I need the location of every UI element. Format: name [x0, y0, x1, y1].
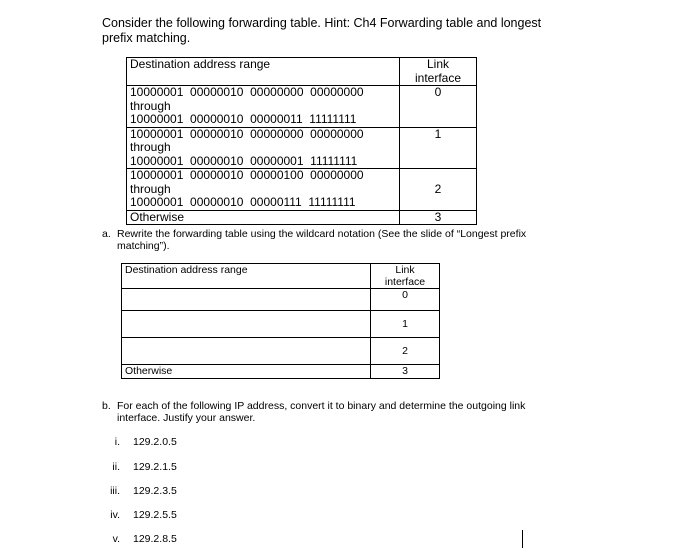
ip-number: iii.	[110, 485, 120, 497]
blank-range-cell[interactable]	[122, 289, 371, 311]
ip-number: v.	[112, 533, 120, 545]
iface-cell: 2	[400, 169, 477, 211]
range-start: 10000001 00000010 00000100 00000000	[130, 168, 364, 182]
ip-list-item	[98, 533, 177, 545]
otherwise-label: Otherwise	[122, 365, 371, 379]
iface-cell: 0	[400, 86, 477, 128]
question-a	[102, 228, 532, 252]
range-end: 10000001 00000010 00000111 11111111	[130, 195, 356, 209]
range-start: 10000001 00000010 00000000 00000000	[130, 126, 364, 141]
ip-list-item	[98, 509, 177, 521]
blank-range-cell[interactable]	[122, 311, 371, 338]
ip-number: i.	[114, 436, 120, 448]
question-b	[102, 400, 532, 424]
header-destination: Destination address range	[127, 58, 400, 86]
ip-number: ii.	[112, 461, 120, 473]
range-through: through	[130, 140, 171, 154]
forwarding-table	[126, 57, 477, 225]
header-link-interface: Link interface	[371, 264, 440, 289]
iface-cell: 2	[371, 338, 440, 365]
ip-address: 129.2.3.5	[133, 485, 177, 497]
ip-list-item	[98, 461, 177, 473]
otherwise-iface: 3	[371, 365, 440, 379]
intro-text: Consider the following forwarding table. Hint: Ch4 Forwarding table and longest prefix matching.	[102, 16, 542, 45]
iface-cell: 0	[371, 289, 440, 311]
range-cell	[127, 127, 400, 169]
ip-address: 129.2.1.5	[133, 461, 177, 473]
wildcard-table	[121, 263, 440, 379]
range-start: 10000001 00000010 00000000 00000000	[130, 85, 364, 99]
header-destination: Destination address range	[122, 264, 371, 289]
range-cell	[127, 169, 400, 211]
header-link-interface: Link interface	[400, 58, 477, 86]
iface-cell: 1	[371, 311, 440, 338]
otherwise-label: Otherwise	[127, 210, 400, 225]
ip-number: iv.	[110, 509, 120, 521]
text-cursor	[522, 530, 523, 548]
ip-address: 129.2.5.5	[133, 509, 177, 521]
range-end: 10000001 00000010 00000011 11111111	[130, 112, 357, 126]
ip-address: 129.2.8.5	[133, 533, 177, 545]
range-through: through	[130, 181, 171, 196]
ip-address: 129.2.0.5	[133, 436, 177, 448]
range-cell	[127, 86, 400, 128]
blank-range-cell[interactable]	[122, 338, 371, 365]
question-a-text: Rewrite the forwarding table using the wildcard notation (See the slide of “Longest prefix matching”).	[117, 228, 527, 252]
ip-list-item	[98, 436, 177, 448]
range-end: 10000001 00000010 00000001 11111111	[130, 153, 358, 168]
question-b-text: For each of the following IP address, convert it to binary and determine the outgoing link interface. Justify your answer.	[117, 400, 526, 424]
question-a-label: a.	[102, 228, 111, 240]
question-b-label: b.	[102, 400, 111, 412]
range-through: through	[130, 98, 171, 113]
ip-list-item	[98, 485, 177, 497]
iface-cell: 1	[400, 127, 477, 169]
otherwise-iface: 3	[400, 210, 477, 225]
